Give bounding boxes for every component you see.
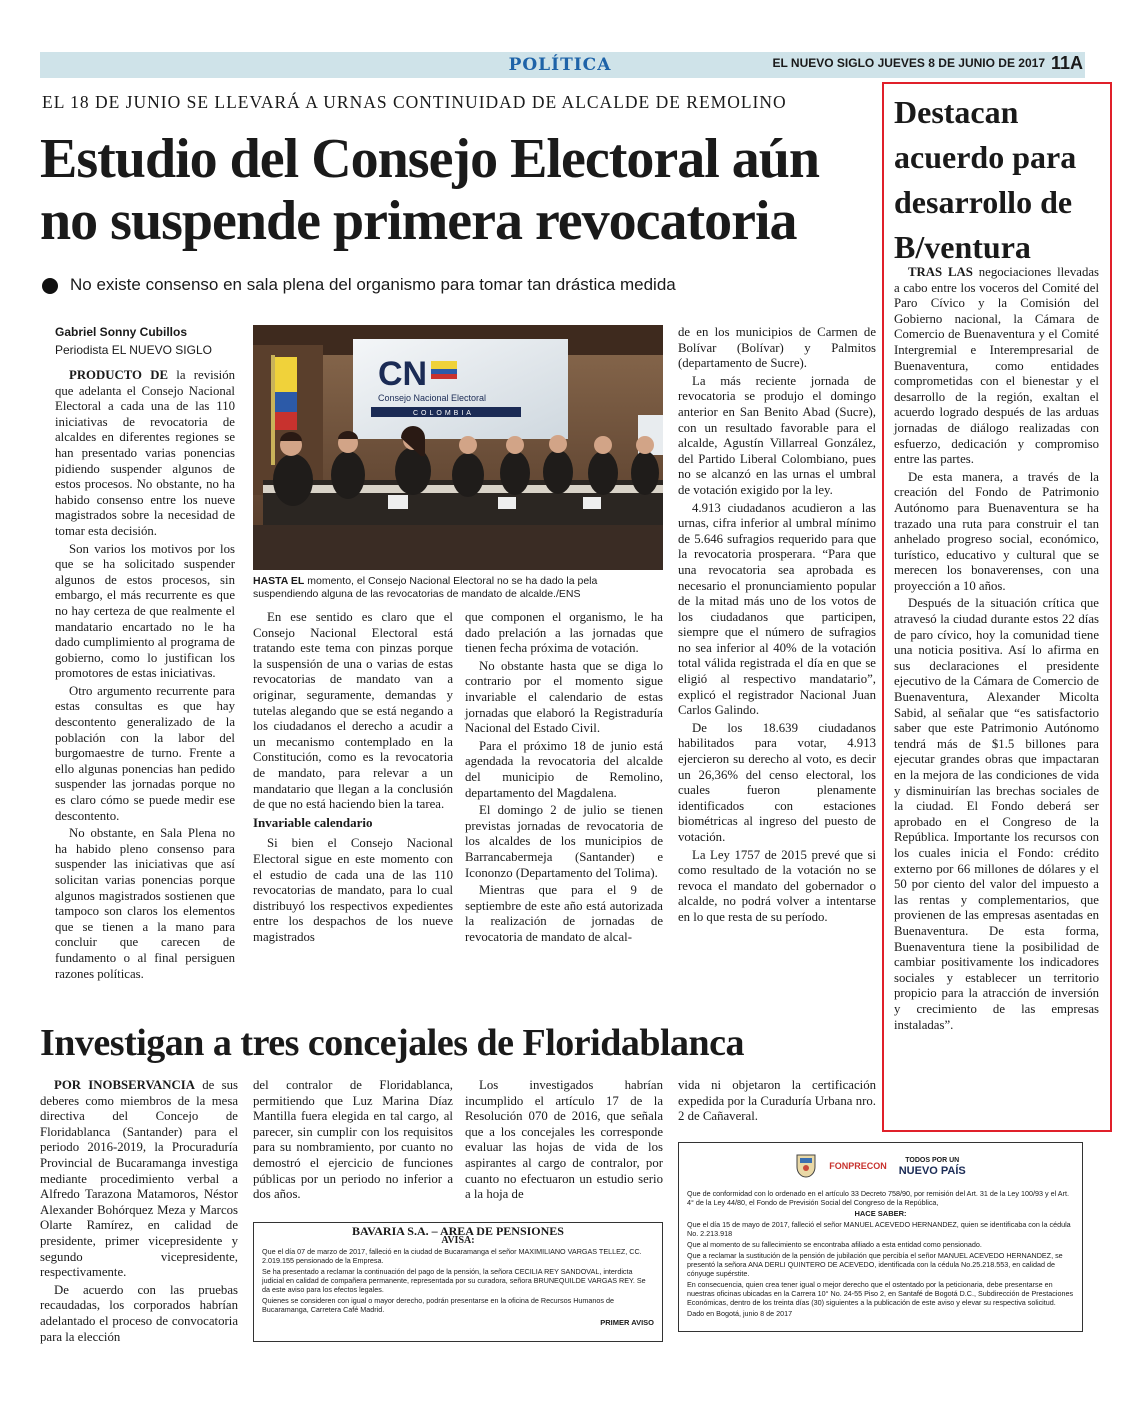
paragraph: vida ni objetaron la certificación expedida por la Curaduría Urbana nro. 2 de Cañaveral. <box>678 1078 876 1124</box>
article-2-headline: Investigan a tres concejales de Floridablanca <box>40 1022 745 1064</box>
article-column-4 <box>678 325 876 926</box>
subheading: Invariable calendario <box>253 814 373 830</box>
article-column-2 <box>253 610 453 945</box>
notice-paragraph: Se ha presentado a reclamar la continuación del pago de la pensión, la señora CECILIA REY SANDOVAL, interdicta judicial en calidad de compañera permanente, representada por su curadora, señora BRUNEQUILDE VARGAS REY. Se da este aviso para los efectos legales. <box>262 1267 646 1294</box>
sidebar-body <box>894 265 1099 1033</box>
colombia-shield-icon <box>795 1152 817 1180</box>
paragraph: Mientras que para el 9 de septiembre de este año está autorizada la realización de jornadas de revocatoria de mandato de alcal- <box>465 883 663 944</box>
paragraph: 4.913 ciudadanos acudieron a las urnas, cifra inferior al umbral mínimo de 5.646 sufragios requerido para que la revocatoria prosperara. “Para que una revocatoria sea aprobada es necesario el pronunciamiento popular de la mitad más uno de los votos de los ciudadanos que participen, siempre que el número de sufragios no sea inferior al 40% de la votación total válida registrada el día en que se eligió al respectivo mandatario”, explicó el registrador Nacional Juan Carlos Galindo. <box>678 500 876 718</box>
bavaria-notice <box>253 1222 663 1342</box>
article-2-column-3 <box>465 1078 663 1203</box>
paragraph: de en los municipios de Carmen de Bolívar (Bolívar) y Palmitos (departamento de Sucre). <box>678 325 876 371</box>
paragraph: No obstante, en Sala Plena no ha habido pleno consenso para suspender las iniciativas que así solicitan varias ponencias porque algunos magistrados sostienen que tampoco son claros los elementos que se tienen a la mano para concluir que carecen de fundamento o al final persiguen razones políticas. <box>55 826 235 981</box>
lead-in: POR INOBSERVANCIA <box>54 1078 195 1092</box>
paragraph: Después de la situación crítica que atravesó la ciudad durante estos 22 días de paro cívico, hoy la comunidad tiene una noticia positiva. Así lo afirma en sus declaraciones el presidente ejecutivo de la Cámara de Comercio de Buenaventura, Alexander Micolta Sabid, al señalar que “es satisfactorio saber que este Patrimonio Autónomo tendrá más de $1.5 billones para ejecutar grandes obras que impactaran en la mejora de las condiciones de vida y disminuirían las brechas sociales de la ciudad. El Fondo deberá ser aprobado en el Congreso de la República. Importante los recursos con los cuales inicia el Fondo: crédito externo por 66 millones de dólares y el 50 por ciento del valor del impuesto a las rentas y complementarios, que provienen de las empresas asentadas en Buenaventura. De esta forma, Buenaventura tiene la posibilidad de cambiar positivamente los indicadores sociales y establecer un territorio propicio para la atracción de inversión y crecimiento de las empresas instaladas”. <box>894 596 1099 1032</box>
fonprecon-logo <box>829 1152 887 1180</box>
paragraph: De los 18.639 ciudadanos habilitados para votar, 4.913 ejercieron su derecho al voto, es decir un 26,36% del censo electoral, los cuales fueron plenamente identificados con estaciones biométricas al ingreso del puesto de votación. <box>678 720 876 844</box>
photo-caption <box>253 575 663 601</box>
fonprecon-notice <box>678 1142 1083 1332</box>
notice-subtitle: AVISA: <box>441 1235 475 1246</box>
notice-paragraph: Que el día 07 de marzo de 2017, falleció en la ciudad de Bucaramanga el señor MAXIMILIANO VARGAS TELLEZ, CC. 2.019.155 pensionado de la Empresa. <box>262 1247 642 1265</box>
paragraph: de sus deberes como miembros de la mesa directiva del Concejo de Floridablanca (Santander) para el periodo 2016-2019, la Procuraduría Provincial de Bucaramanga investiga mediante procedimiento verbal a Alfredo Tarazona Matamoros, Néstor Alexander Bohórquez Meza y Marcos Olarte Ramírez, en calidad de presidente, primer vicepresidente y segundo vicepresidente, respectivamente. <box>40 1078 239 1280</box>
bullet-icon <box>42 278 58 294</box>
paragraph: Los investigados habrían incumplido el artículo 17 de la Resolución 070 de 2016, que señala que a los concejales les corresponde evaluar las hojas de vida de los aspirantes al cargo de contralor, por cuanto no efectuaron un estudio serio a la hoja de <box>465 1078 663 1202</box>
article-photo <box>253 325 663 570</box>
article-kicker: EL 18 DE JUNIO SE LLEVARÁ A URNAS CONTINUIDAD DE ALCALDE DE REMOLINO <box>42 92 787 112</box>
article-headline: Estudio del Consejo Electoral aún no suspende primera revocatoria <box>40 128 820 252</box>
page-number: 11A <box>1050 53 1083 73</box>
screen-sub: COLOMBIA <box>413 410 474 417</box>
section-label: POLÍTICA <box>508 55 612 75</box>
todos-por-un-nuevo-pais-logo <box>899 1152 966 1180</box>
paragraph: La más reciente jornada de revocatoria se produjo el domingo anterior en San Benito Abad (Sucre), con un resultado favorable para el alcalde, Agustín Villarreal González, del Partido Liberal Colombiano, pues no se alcanzó en las urnas el umbral de votación exigido por la ley. <box>678 373 876 497</box>
screen-logo: CN <box>378 355 428 393</box>
fonprecon-logo-text: FONPRECON <box>829 1160 887 1171</box>
byline: Gabriel Sonny Cubillos <box>55 325 188 339</box>
screen-text: Consejo Nacional Electoral <box>378 393 487 403</box>
logo-line-1: TODOS POR UN <box>905 1157 960 1164</box>
notice-subtitle: HACE SABER: <box>854 1209 907 1218</box>
article-2-column-4 <box>678 1078 876 1125</box>
notice-paragraph: Quienes se consideren con igual o mayor derecho, podrán presentarse en la oficina de Recursos Humanos de Bucaramanga, Carretera Café Madrid. <box>262 1296 614 1314</box>
paragraph: negociaciones llevadas a cabo entre los voceros del Comité del Paro Cívico y la Comisión del Gobierno nacional, la Cámara de Comercio de Buenaventura y el Comité Intergremial e Interempresarial de Buenaventura, como entidades comprometidas con el bienestar y el desarrollo de la región, exaltan el acuerdo logrado después de las arduas jornadas de diálogo realizadas con esfuerzo, dedicación y compromiso entre las partes. <box>894 265 1100 467</box>
article-2-column-2 <box>253 1078 453 1203</box>
notice-paragraph: Dado en Bogotá, junio 8 de 2017 <box>687 1309 793 1318</box>
article-column-1 <box>55 368 235 982</box>
notice-paragraph: En consecuencia, quien crea tener igual o mejor derecho que el ostentado por la peticionaria, debe presentarse en nuestras oficinas ubicadas en la Carrera 10° No. 24-55 Piso 2, en Santafé de Bogotá D.C., Subdirección de Prestaciones Económicas, dentro de los treinta días (30) siguientes a la publicación de este aviso y elevar su respectiva solicitud. <box>687 1280 1074 1307</box>
notice-paragraph: Que a reclamar la sustitución de la pensión de jubilación que percibía el señor MANUEL ACEVEDO HERNANDEZ, se presentó la señora ANA DERLI QUINTERO DE ACEVEDO, identificada con la cédula No.25.218.553, en calidad de cónyuge supérstite. <box>687 1251 1063 1278</box>
paragraph: La Ley 1757 de 2015 prevé que si como resultado de la votación no se revoca el mandato del gobernador o alcalde, no podrá volver a intentarse en lo que resta de su período. <box>678 847 876 924</box>
paragraph: la revisión que adelanta el Consejo Nacional Electoral a cada una de las 110 iniciativas de revocatoria de alcaldes en diferentes regiones se han presentado varias ponencias pidiendo suspender algunos de estos procesos. No obstante, no ha habido consenso entre los nueve magistrados sobre la necesidad de tomar esta decisión. <box>55 368 235 538</box>
article-deck: No existe consenso en sala plena del organismo para tomar tan drástica medida <box>70 275 676 294</box>
notice-paragraph: Que de conformidad con lo ordenado en el artículo 33 Decreto 758/90, por remisión del Art. 31 de la Ley 100/93 y el Art. 4° de la Ley 44/80, el Fondo de Previsión Social del Congreso de la República, <box>687 1189 1069 1207</box>
paragraph: Si bien el Consejo Nacional Electoral sigue en este momento con el estudio de cada una de las 110 revocatorias de mandato, para lo cual distribuyó los respectivos expedientes entre los despachos de los nueve magistrados <box>253 836 453 944</box>
paragraph: De esta manera, a través de la creación del Fondo de Patrimonio Autónomo para Buenaventura se ha trazado una ruta para construir el tan anhelado progreso social, económico, turístico, educativo y cultural que se merecen los bonaverenses, con una proyección a 10 años. <box>894 469 1099 593</box>
sidebar-headline: Destacan acuerdo para desarrollo de B/ventura <box>894 94 1077 265</box>
article-column-3 <box>465 610 663 945</box>
caption-text: momento, el Consejo Nacional Electoral no se ha dado la pela suspendiendo alguna de las revocatorias de mandato de alcalde./ENS <box>253 575 598 600</box>
logo-line-2: NUEVO PAÍS <box>898 1165 966 1177</box>
masthead-date: EL NUEVO SIGLO JUEVES 8 DE JUNIO DE 2017 <box>772 56 1045 70</box>
paragraph: Para el próximo 18 de junio está agendada la revocatoria del alcalde del municipio de Remolino, departamento del Magdalena. <box>465 738 663 800</box>
caption-lead: HASTA EL <box>253 575 305 587</box>
paragraph: Son varios los motivos por los que se ha solicitado suspender algunos de estos procesos, sin embargo, el más recurrente es que no hay certeza de que realmente el mandatario encartado no le ha dado cumplimiento al programa de gobierno, como lo justifican los promotores de estas iniciativas. <box>55 541 235 681</box>
article-2-column-1 <box>40 1078 238 1345</box>
lead-in: PRODUCTO DE <box>69 368 169 382</box>
paragraph: Otro argumento recurrente para estas consultas es que hay descontento generalizado de la población con la labor del burgomaestre de turno. Frente a ello algunas ponencias han pedido suspender las jornadas porque no es claro cómo se puede medir ese descontento. <box>55 683 235 823</box>
paragraph: De acuerdo con las pruebas recaudadas, los corporados habrían adelantado el proceso de convocatoria para la elección <box>40 1282 238 1344</box>
paragraph: El domingo 2 de julio se tienen previstas jornadas de revocatoria de los alcaldes de los municipios de Barrancabermeja (Santander) e Icononzo (Departamento del Tolima). <box>465 803 663 880</box>
notice-paragraph: Que al momento de su fallecimiento se encontraba afiliado a esta entidad como pensionado. <box>687 1240 982 1249</box>
notice-footer: PRIMER AVISO <box>600 1318 654 1327</box>
notice-title: BAVARIA S.A. – AREA DE PENSIONES <box>352 1224 564 1238</box>
notice-logos <box>687 1147 1074 1185</box>
notice-paragraph: Que el día 15 de mayo de 2017, falleció el señor MANUEL ACEVEDO HERNANDEZ, quien se identificaba con la cédula No. 2.213.918 <box>687 1220 1071 1238</box>
paragraph: que componen el organismo, le ha dado prelación a las jornadas que tienen fecha próxima de votación. <box>465 610 663 656</box>
paragraph: No obstante hasta que se diga lo contrario por el momento sigue invariable el calendario de estas jornadas que elaboró la Registraduría Nacional del Estado Civil. <box>465 658 663 736</box>
paragraph: del contralor de Floridablanca, permitiendo que Luz Marina Díaz Mantilla fuera elegida en tal cargo, al parecer, sin cumplir con los requisitos para su nombramiento, por cuanto no demostró el ejercicio de funciones públicas por un periodo no inferior a dos años. <box>253 1078 453 1202</box>
paragraph: En ese sentido es claro que el Consejo Nacional Electoral está tratando este tema con pinzas porque la suspensión de una o varias de estas revocatorias de mandato van a originar, seguramente, demandas y tutelas alegando que se está negando a los ciudadanos el derecho a acudir a un mecanismo contemplado en la Constitución, como es la revocatoria de mandato, para relevar a un mandatario que llegan a la conclusión de que no está haciendo bien la tarea. <box>253 610 453 812</box>
byline-role: Periodista EL NUEVO SIGLO <box>55 343 212 357</box>
lead-in: TRAS LAS <box>908 265 973 279</box>
